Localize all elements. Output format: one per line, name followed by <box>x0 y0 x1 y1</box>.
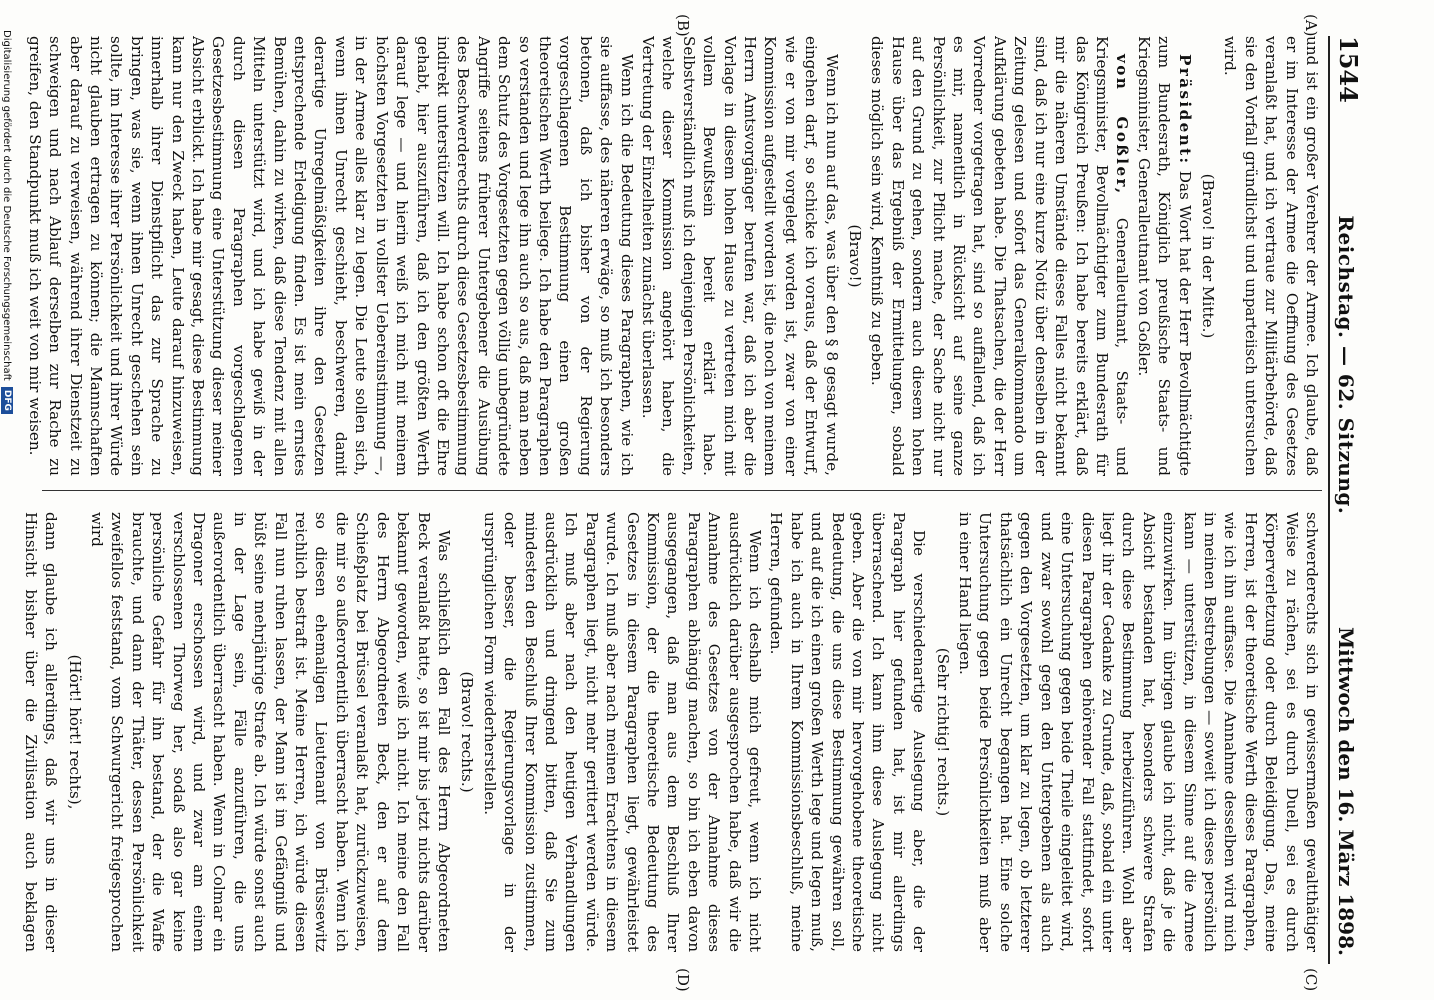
page-date: Mittwoch den 16. März 1898. <box>1334 626 1358 956</box>
margin-marker-a: (A) <box>1302 14 1320 37</box>
paragraph: von Goßler, Generalleutnant, Staats- und Kriegsminister, Bevollmächtigter zum Bundesrath für das Königreich Preußen: Ich habe bereits erklärt, daß mir die näheren Umstände dieses Falles nicht bekannt sind, daß ich nur eine kurze Notiz über denselben in der Zeitung gelesen und sofort das Generalkommando um Aufklärung gebeten habe. Die Thatsachen, die der Herr Vorredner vorgetragen hat, sind so auffallend, daß ich es mir, namentlich in Rücksicht auf seine ganze Persönlichkeit, zur Pflicht mache, der Sache nicht nur auf den Grund zu gehen, sondern auch diesem hohen Hause über das Ergebniß der Ermittelungen, sobald dieses möglich sein wird, Kenntniß zu geben. <box>868 36 1132 476</box>
page-running-title: Reichstag. — 62. Sitzung. <box>1334 215 1358 515</box>
paragraph: Wenn ich die Bedeutung dieses Paragraphen, wie ich sie auffasse, des näheren erwäge, so muß ich besonders betonen, daß ich bisher von der Regierung vorgeschlagenen Bestimmung einen großen theoretischen Werth beilege. Ich habe den Paragraphen so verstanden und lege ihn auch so aus, daß man neben dem Schutz des Vorgesetzten gegen völlig unbegründete Angriffe seitens früherer Untergebener die Ausübung des Beschwerderechts durch diese Gesetzesbestimmung indirekt unterstützen will. Ich habe schon oft die Ehre gehabt, hier auszuführen, daß ich den größten Werth darauf lege — und hierin weiß ich mich mit meinem höchsten Vorgesetzten in vollster Uebereinstimmung —, in der Armee alles klar zu legen. Die Leute sollen sich, wenn ihnen Unrecht geschieht, beschweren, damit derartige Unregelmäßigkeiten ihre den Gesetzen entsprechende Erledigung finden. Es ist mein ernstes Bemühen, dahin zu wirken, daß diese Tendenz mit allen Mitteln unterstützt wird, und ich habe gewiß in der durch diesen Paragraphen vorgeschlagenen Gesetzesbestimmung eine Unterstützung dieser meiner Absicht erblickt. Ich habe mir gesagt, diese Bestimmung kann nur den Zweck haben, Leute darauf hinzuweisen, innerhalb ihrer Dienstpflicht das zur Sprache zu bringen, was sie, wenn ihnen Unrecht geschehen sein sollte, im Interesse ihrer Persönlichkeit und ihrer Würde nicht glauben ertragen zu können; die Mannschaften aber darauf zu verweisen, während ihrer Dienstzeit zu schweigen und nach Ablauf derselben zur Rache zu greifen, den Standpunkt muß ich weit von mir weisen. <box>25 36 636 476</box>
applause-note: (Bravo! rechts.) <box>458 671 477 793</box>
paragraph: Wenn ich nun auf das, was über den § 8 gesagt wurde, eingehen darf, so schicke ich voraus, daß der Entwurf, wie er von mir vorgelegt worden ist, zwar von einer Kommission aufgestellt worden ist, die noch von meinem Herrn Amtsvorgänger berufen war, daß ich aber die Vorlage in diesem hohen Hause zu vertreten mich mit vollem Bewußtsein bereit erklärt habe. Selbstverständlich muß ich denjenigen Persönlichkeiten, welche dieser Kommission angehört haben, die Vertretung der Einzelheiten zunächst überlassen. <box>639 36 841 476</box>
right-column <box>22 512 1322 952</box>
margin-marker-c: (C) <box>1302 968 1320 992</box>
paragraph: dann glaube ich allerdings, daß wir uns in dieser Hinsicht bisher über die Zivilisation auch beklagen <box>22 512 61 952</box>
header-rule <box>1328 36 1330 964</box>
applause-note: (Bravo! in der Mitte.) <box>1198 173 1217 339</box>
paragraph: Die verschiedenartige Auslegung aber, die der Paragraph hier gefunden hat, ist mir allerdings überraschend. Ich kann ihm diese Auslegung nicht geben. Aber die von mir hervorgehobene theoretische Bedeutung, die uns diese Bestimmung gewähren soll, und auf die ich einen großen Werth lege und legen muß, habe ich auch in Ihrem Kommissionsbeschluß, meine Herren, gefunden. <box>767 512 929 952</box>
paragraph: schwerderechts sich in gewissermaßen gewaltthätiger Weise zu rächen, sei es durch Duell, sei es durch Körperverletzung oder durch Beleidigung. Das, meine Herren, ist der theoretische Werth dieses Paragraphen, wie ich ihn auffasse. Die Annahme desselben wird mich in meinen Bestrebungen — soweit ich dieses persönlich kann — unterstützen, in diesem Sinne auf die Armee einzuwirken. Im übrigen glaube ich nicht, daß je die Absicht bestanden hat, besonders schwere Strafen durch diese Bestimmung herbeizuführen. Wohl aber liegt ihr der Gedanke zu Grunde, daß, sobald ein unter diesen Paragraphen gehörender Fall stattfindet, sofort eine Untersuchung gegen beide Theile eingeleitet wird, und zwar sowohl gegen den Untergebenen als auch gegen den Vorgesetzten, um klar zu legen, ob letzterer thatsächlich ein Unrecht begangen hat. Eine solche Untersuchung gegen beide Persönlichkeiten muß aber in einer Hand liegen. <box>956 512 1321 952</box>
paragraph: Was schließlich den Fall des Herrn Abgeordneten Beck veranlaßt hatte, so ist mir bis jetzt nichts darüber bekannt geworden, weiß ich nicht. Ich meine den Fall des Herrn Abgeordneten Beck, den er auf dem Schießplatz bei Brüssel veranlaßt hat, zurückzuweisen, die mir so außerordentlich überrascht haben. Wenn ich so diesen ehemaligen Lieutenant von Brüssewitz reichlich bestraft ist. Meine Herren, ich würde diesen Fall nun ruhen lassen, der Mann ist im Gefängniß und büßt seine mehrjährige Strafe ab. Ich würde sonst auch in der Lage sein, Fälle anzuführen, die uns außerordentlich überrascht haben. Wenn in Colmar ein Dragoner erschossen wird, und zwar am einem verschlossenen Thorweg her, sodaß also gar keine persönliche Gefahr für ihn bestand, der die Waffe brauchte, und dann der Thäter, dessen Persönlichkeit zweifellos feststand, vom Schwurgericht freigesprochen wird <box>88 512 453 952</box>
paragraph: Präsident: Das Wort hat der Herr Bevollmächtigte zum Bundesrath, Königlich preußische Staats- und Kriegsminister, Generalleutnant von Goßler. <box>1134 36 1194 476</box>
column-divider <box>42 490 1322 491</box>
speaker-label: Präsident: <box>1175 54 1194 166</box>
paragraph: Wenn ich deshalb mich gefreut, wenn ich nicht ausdrücklich darüber ausgesprochen habe, daß wir die Annahme des Gesetzes von der Annahme dieses Paragraphen abhängig machen, so bin ich eben davon ausgegangen, daß man aus dem Beschluß Ihrer Kommission, der die theoretische Bedeutung des Gesetzes in diesem Paragraphen liegt, gewährleistet wurde. Ich muß aber nach meinen Erachtens in diesem Paragraphen liegt, nicht mehr gerittert werden würde. Ich muß aber nach den heutigen Verhandlungen ausdrücklich und dringend bitten, daß Sie zum mindesten den Beschluß Ihrer Kommission zustimmen, oder besser, die Regierungsvorlage in der ursprünglichen Form wiederherstellen. <box>480 512 765 952</box>
applause-note: (Hört! hört! rechts), <box>65 654 84 810</box>
digitization-credit <box>0 30 14 990</box>
paragraph: und ist ein großer Verehrer der Armee. Ich glaube, daß er im Interesse der Armee die Oeffnung des Gesetzes veranlaßt hat, und ich vertraue zur Militärbehörde, daß sie den Vorfall gründlichst und unparteiisch untersuchen wird. <box>1221 36 1321 476</box>
applause-note: (Bravo!) <box>846 224 865 288</box>
dfg-logo-icon: DFG <box>1 387 13 414</box>
applause-note: (Sehr richtig! rechts.) <box>933 647 952 817</box>
page-header <box>1334 36 1374 956</box>
left-column <box>22 36 1322 476</box>
margin-marker-d: (D) <box>674 968 692 992</box>
margin-marker-b: (B) <box>674 14 692 37</box>
speaker-label: von Goßler, <box>1113 54 1132 196</box>
page-number: 1544 <box>1334 36 1363 103</box>
credit-text: Digitalisierung gefördert durch die Deutsche Forschungsgemeinschaft <box>1 30 13 381</box>
